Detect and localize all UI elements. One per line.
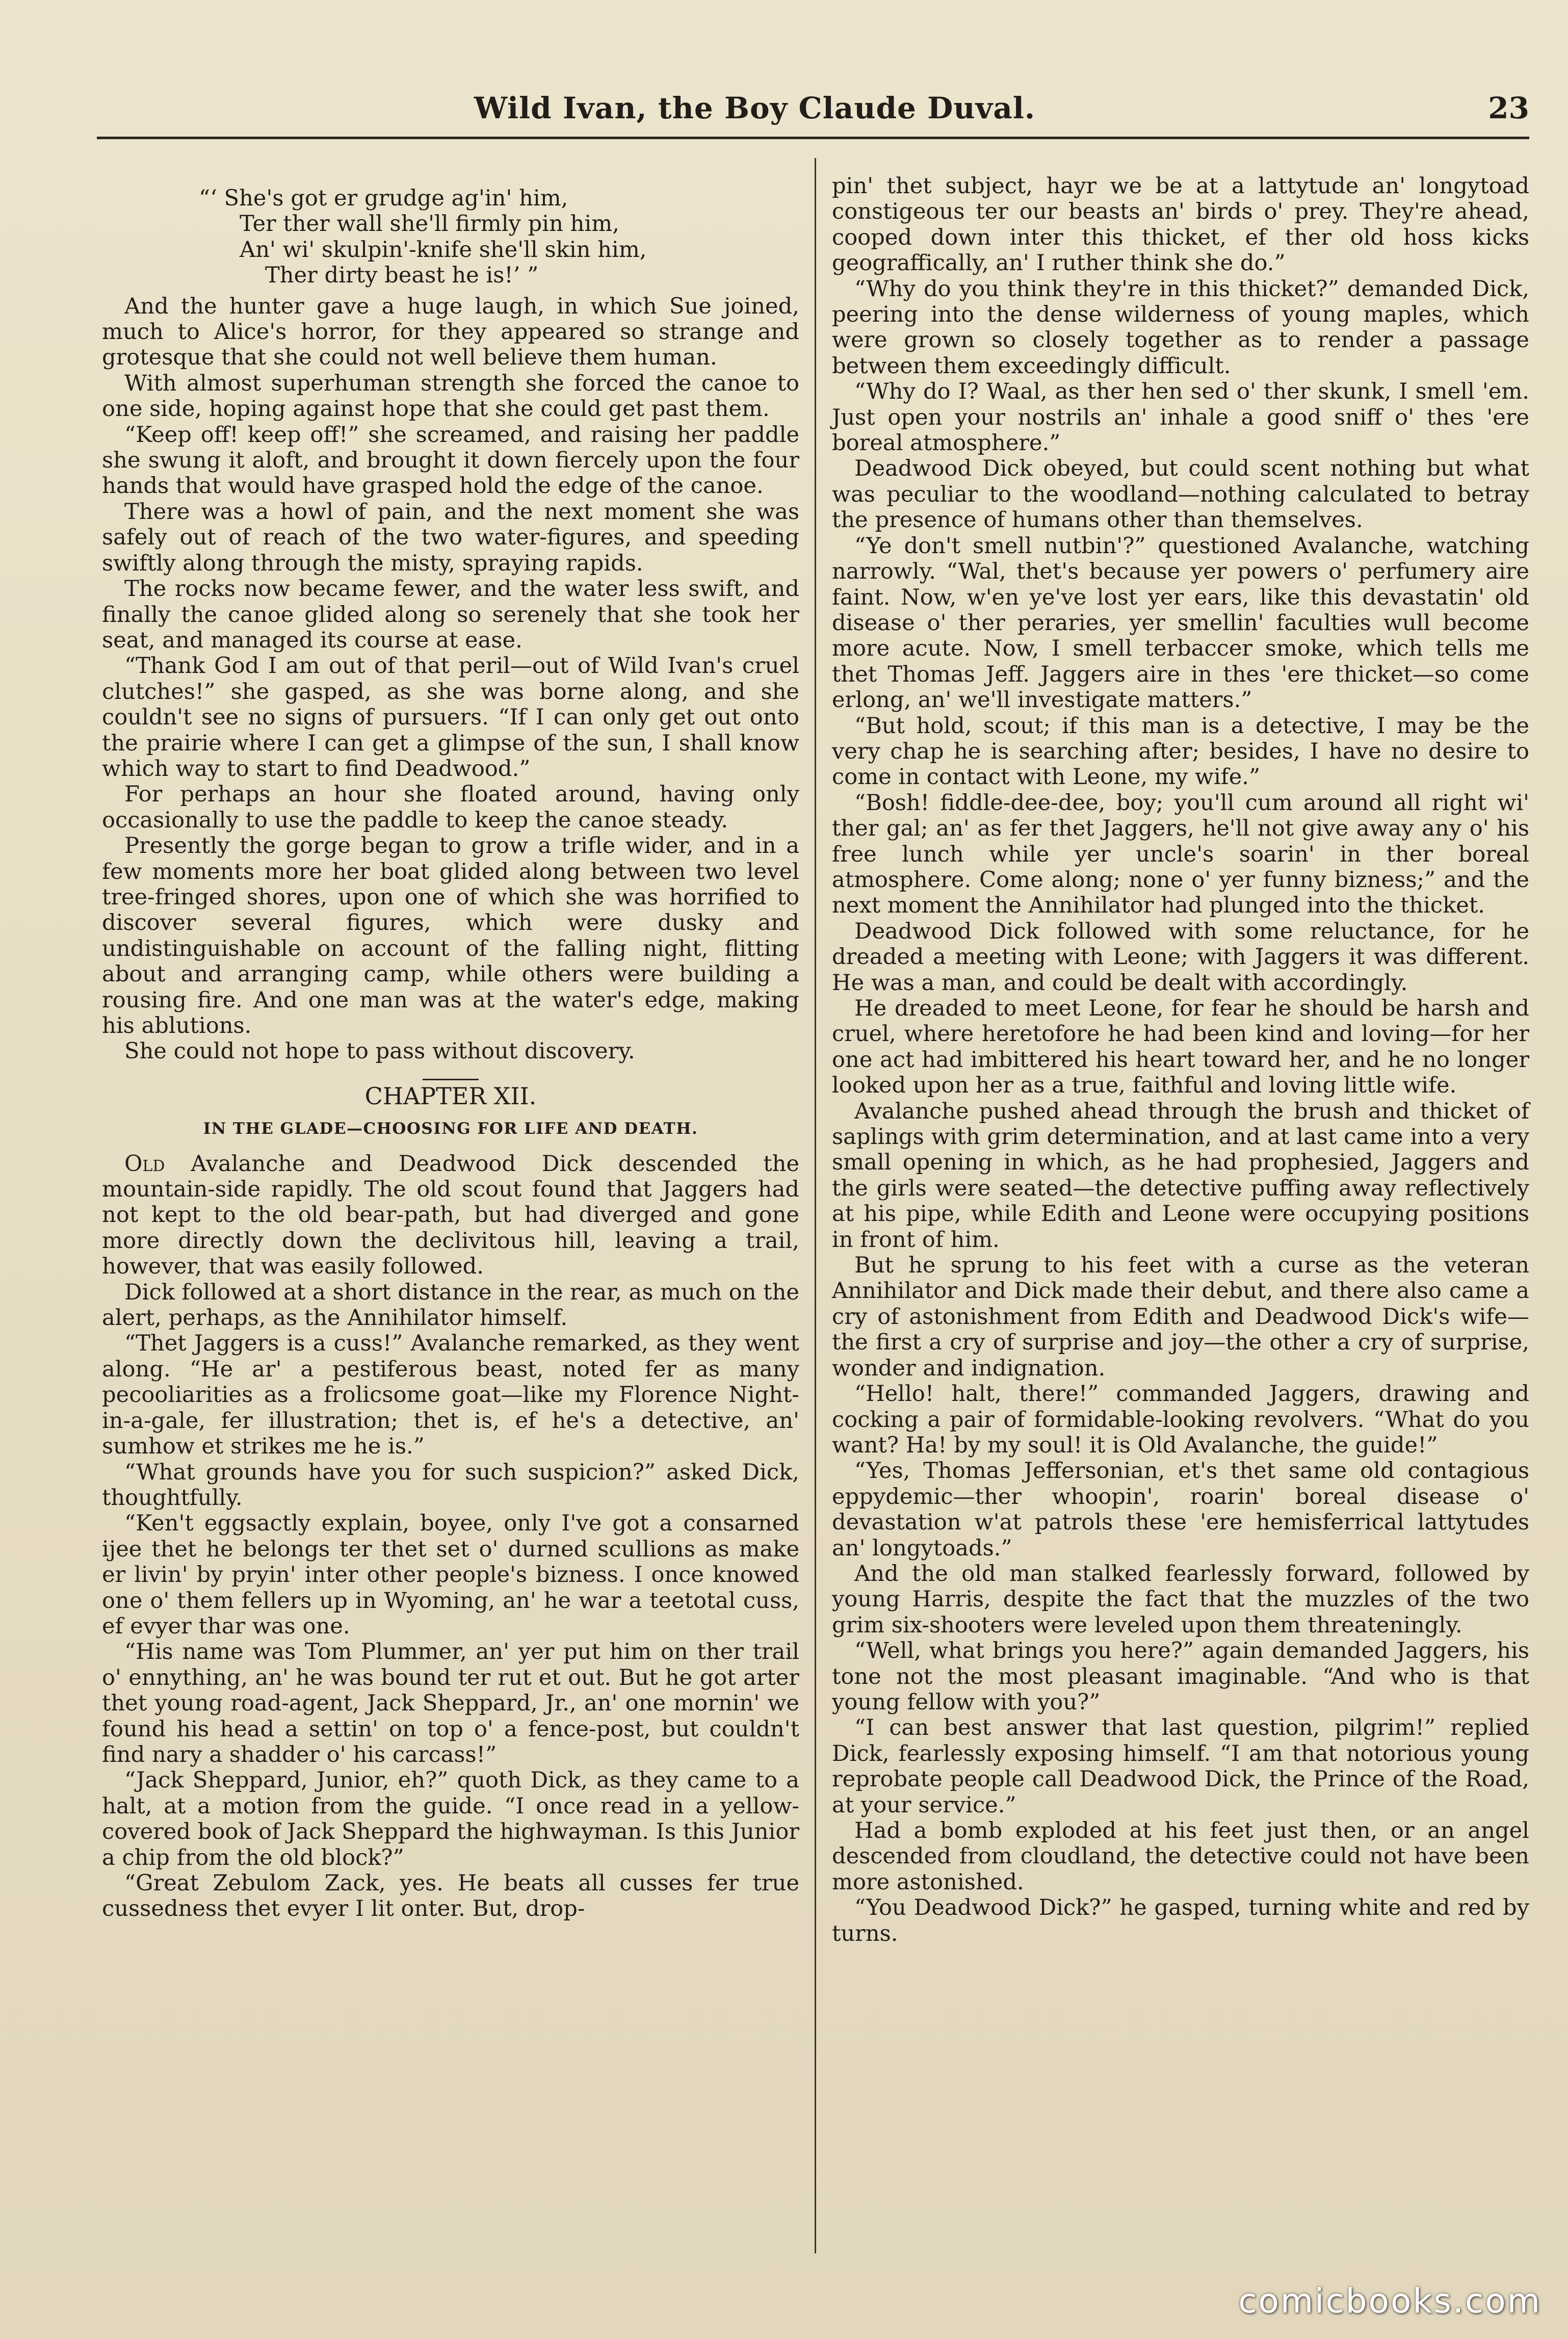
verse-line: “‘ She's got er grudge ag'in' him,: [199, 186, 568, 211]
verse-line: An' wi' skulpin'-knife she'll skin him,: [240, 237, 647, 263]
running-header: [97, 86, 1529, 139]
watermark: comicbooks.com: [1238, 2281, 1541, 2321]
paragraph: “Jack Sheppard, Junior, eh?” quoth Dick, as they came to a halt, at a motion from the guide. “I once read in a yellow-covered book of Jack Sheppard the highwayman. Is this Junior a chip from the old block?”: [102, 1768, 799, 1870]
chapter-rule: [423, 1079, 479, 1080]
paragraph: “Hello! halt, there!” commanded Jaggers, drawing and cocking a pair of formidable-looking revolvers. “What do you want? Ha! by my soul! it is Old Avalanche, the guide!”: [832, 1381, 1529, 1458]
paragraph: Had a bomb exploded at his feet just then, or an angel descended from cloudland, the detective could not have been more astonished.: [832, 1818, 1529, 1895]
paragraph: Deadwood Dick obeyed, but could scent nothing but what was peculiar to the woodland—nothing calculated to betray the presence of humans other than themselves.: [832, 456, 1529, 533]
verse-line: Ther dirty beast he is!’ ”: [265, 263, 539, 289]
paragraph: “Ken't eggsactly explain, boyee, only I've got a consarned ijee thet he belongs ter thet set o' durned scullions as make er livin' by pryin' inter other people's bizness. I once knowed one o' them fellers up in Wyoming, an' he war a teetotal cuss, ef evyer thar was one.: [102, 1511, 799, 1639]
paragraph: “Yes, Thomas Jeffersonian, et's thet same old contagious eppydemic—ther whoopin', roarin' boreal disease o' devastation w'at patrols these 'ere hemisferrical lattytudes an' longytoads.”: [832, 1458, 1529, 1561]
right-column: [832, 173, 1529, 1946]
paragraph: But he sprung to his feet with a curse as the veteran Annihilator and Dick made their debut, and there also came a cry of astonishment from Edith and Deadwood Dick's wife—the first a cry of surprise and joy—the other a cry of surprise, wonder and indignation.: [832, 1253, 1529, 1381]
paragraph: “Thet Jaggers is a cuss!” Avalanche remarked, as they went along. “He ar' a pestiferous beast, noted fer as many pecooliarities as a frolicsome goat—like my Florence Night-in-a-gale, fer illustration; thet is, ef he's a detective, an' sumhow et strikes me he is.”: [102, 1331, 799, 1460]
paragraph: “His name was Tom Plummer, an' yer put him on ther trail o' ennything, an' he was bound ter rut et out. But he got arter thet young road-agent, Jack Sheppard, Jr., an' one mornin' we found his head a settin' on top o' a fence-post, but couldn't find nary a shadder o' his carcass!”: [102, 1639, 799, 1768]
paragraph: “Well, what brings you here?” again demanded Jaggers, his tone not the most pleasant imaginable. “And who is that young fellow with you?”: [832, 1638, 1529, 1715]
running-title: Wild Ivan, the Boy Claude Duval.: [474, 91, 1036, 125]
paragraph: And the hunter gave a huge laugh, in which Sue joined, much to Alice's horror, for they appeared so strange and grotesque that she could not well believe them human.: [102, 293, 799, 371]
paragraph: “Thank God I am out of that peril—out of Wild Ivan's cruel clutches!” she gasped, as she was borne along, and she couldn't see no signs of pursuers. “If I can only get out onto the prairie where I can get a glimpse of the sun, I shall know which way to start to find Deadwood.”: [102, 653, 799, 782]
paragraph-continued: pin' thet subject, hayr we be at a lattytude an' longytoad constigeous ter our beasts an' birds o' prey. They're ahead, cooped down inter this thicket, ef ther old hoss kicks geograffically, an' I ruther think she do.”: [832, 173, 1529, 276]
verse-line: Ter ther wall she'll firmly pin him,: [240, 211, 619, 237]
paragraph: Deadwood Dick followed with some reluctance, for he dreaded a meeting with Leone; with Jaggers it was different. He was a man, and could be dealt with accordingly.: [832, 918, 1529, 996]
paragraph: “I can best answer that last question, pilgrim!” replied Dick, fearlessly exposing himself. “I am that notorious young reprobate people call Deadwood Dick, the Prince of the Road, at your service.”: [832, 1715, 1529, 1818]
column-divider: [815, 158, 816, 2253]
paragraph: “Why do you think they're in this thicket?” demanded Dick, peering into the dense wilderness of young maples, which were grown so closely together as to render a passage between them exceedingly difficult.: [832, 276, 1529, 379]
chapter-first-paragraph: [102, 1151, 799, 1280]
left-column: [102, 173, 799, 1922]
paragraph: She could not hope to pass without discovery.: [124, 1038, 635, 1064]
paragraph: He dreaded to meet Leone, for fear he should be harsh and cruel, where heretofore he had been kind and loving—for her one act had imbittered his heart toward her, and he no longer looked upon her as a true, faithful and loving little wife.: [832, 996, 1529, 1099]
paragraph: Presently the gorge began to grow a trifle wider, and in a few moments more her boat glided along between two level tree-fringed shores, upon one of which she was horrified to discover several figures, which were dusky and undistinguishable on account of the falling night, flitting about and arranging camp, while others were building a rousing fire. And one man was at the water's edge, making his ablutions.: [102, 833, 799, 1038]
paragraph: There was a howl of pain, and the next moment she was safely out of reach of the two water-figures, and speeding swiftly along through the misty, spraying rapids.: [102, 499, 799, 576]
page-number: 23: [1488, 91, 1529, 125]
chapter-heading: [102, 1079, 799, 1109]
chapter-subtitle: IN THE GLADE—CHOOSING FOR LIFE AND DEATH.: [203, 1120, 698, 1138]
paragraph: “Keep off! keep off!” she screamed, and raising her paddle she swung it aloft, and brought it down fiercely upon the four hands that would have grasped hold the edge of the canoe.: [102, 422, 799, 499]
paragraph: “Great Zebulom Zack, yes. He beats all cusses fer true cussedness thet evyer I lit onter. But, drop-: [102, 1870, 799, 1922]
paragraph: “But hold, scout; if this man is a detective, I may be the very chap he is searching after; besides, I have no desire to come in contact with Leone, my wife.”: [832, 713, 1529, 790]
paragraph: “What grounds have you for such suspicion?” asked Dick, thoughtfully.: [102, 1459, 799, 1511]
paragraph: “You Deadwood Dick?” he gasped, turning white and red by turns.: [832, 1895, 1529, 1946]
paragraph: For perhaps an hour she floated around, having only occasionally to use the paddle to keep the canoe steady.: [102, 782, 799, 833]
paragraph: With almost superhuman strength she forced the canoe to one side, hoping against hope that she could get past them.: [102, 370, 799, 422]
paragraph: The rocks now became fewer, and the water less swift, and finally the canoe glided along so serenely that she took her seat, and managed its course at ease.: [102, 576, 799, 653]
chapter-lead-word: Old: [124, 1151, 165, 1177]
paragraph: And the old man stalked fearlessly forward, followed by young Harris, despite the fact that the muzzles of the two grim six-shooters were leveled upon them threateningly.: [832, 1561, 1529, 1638]
paragraph: Avalanche pushed ahead through the brush and thicket of saplings with grim determination, and at last came into a very small opening in which, as he had prophesied, Jaggers and the girls were seated—the detective puffing away reflectively at his pipe, while Edith and Leone were occupying positions in front of him.: [832, 1098, 1529, 1253]
verse: [102, 186, 799, 289]
chapter-first-text: Avalanche and Deadwood Dick descended the mountain-side rapidly. The old scout found that Jaggers had not kept to the old bear-path, but had diverged and gone more directly down the declivitous hill, leaving a trail, however, that was easily followed.: [102, 1151, 799, 1280]
paragraph: “Why do I? Waal, as ther hen sed o' ther skunk, I smell 'em. Just open your nostrils an' inhale a good sniff o' thes 'ere boreal atmosphere.”: [832, 379, 1529, 456]
chapter-title: CHAPTER XII.: [364, 1082, 537, 1110]
paragraph: “Ye don't smell nutbin'?” questioned Avalanche, watching narrowly. “Wal, thet's because yer powers o' perfumery aire faint. Now, w'en ye've lost yer ears, like this devastatin' old disease o' ther peraries, yer smellin' faculties wull become more acute. Now, I smell terbaccer smoke, which tells me thet Thomas Jeff. Jaggers aire in thes 'ere thicket—so come erlong, an' we'll investigate matters.”: [832, 533, 1529, 713]
paragraph: Dick followed at a short distance in the rear, as much on the alert, perhaps, as the Annihilator himself.: [102, 1279, 799, 1331]
paragraph: “Bosh! fiddle-dee-dee, boy; you'll cum around all right wi' ther gal; an' as fer thet Jaggers, he'll not give away any o' his free lunch while yer uncle's soarin' in ther boreal atmosphere. Come along; none o' yer funny bizness;” and the next moment the Annihilator had plunged into the thicket.: [832, 790, 1529, 919]
